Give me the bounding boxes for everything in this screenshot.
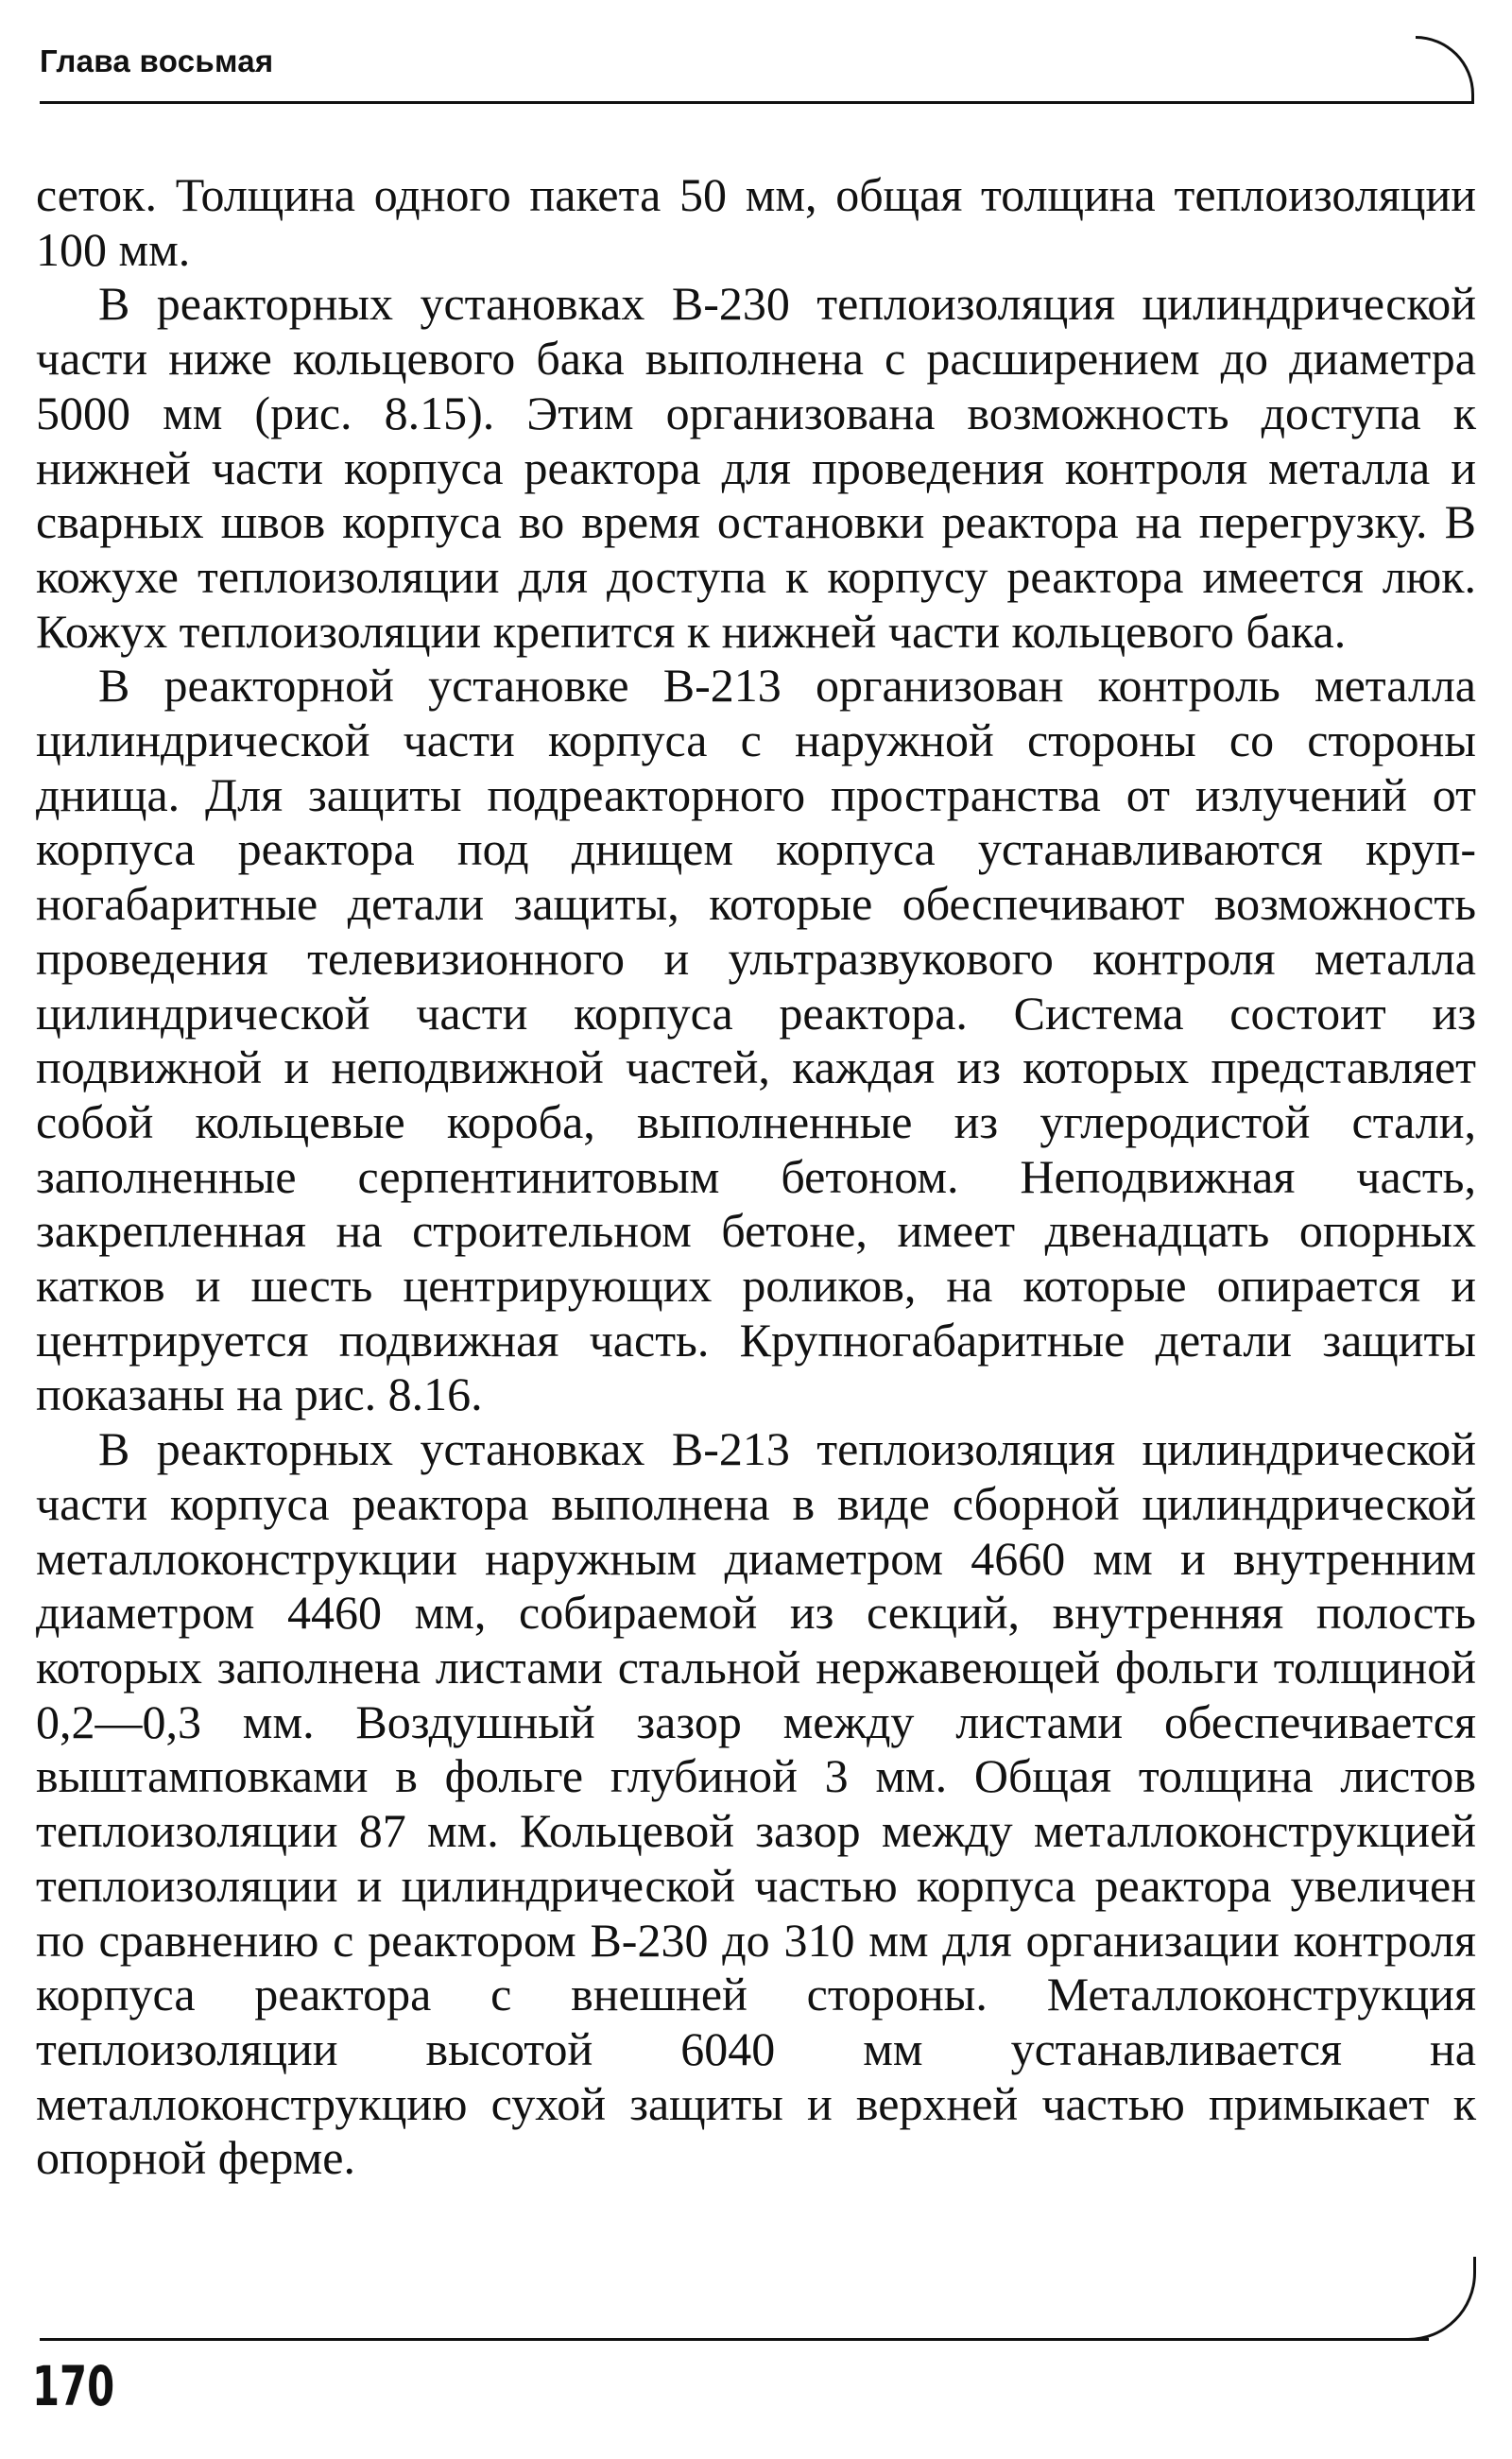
paragraph-v213-insulation: В реакторных установках В-213 теплоизоляция цилиндрической части корпуса реактора выполнена в виде сборной цилиндрической металлоконструкции наружным диаметром 4660 мм и внутренним диаметром 4460 мм, собираемой из секций, внутренняя полость которых заполнена листами стальной нержавеющей фольги толщиной 0,2—0,3 мм. Воздушный зазор между листами обеспечивается выштамповками в фольге глубиной 3 мм. Общая толщина листов теплоизоляции 87 мм. Кольцевой зазор между металлоконструкцией теплоизоляции и цилиндрической частью корпуса реактора увеличен по сравнению с реактором В-230 до 310 мм для организации контроля корпуса реактора с внешней стороны. Металлоконструкция теплоизоляции высотой 6040 мм устанавливается на металлоконструкцию сухой защиты и верхней частью примыкает к опорной ферме.: [36, 1422, 1476, 2185]
chapter-running-header: Глава восьмая: [40, 43, 274, 78]
body-text: [36, 168, 1476, 2186]
footer-corner-ornament: [1408, 2257, 1476, 2341]
page-number: 170: [32, 2354, 115, 2418]
paragraph-v230-insulation: В реакторных установках В-230 теплоизоляция цилиндрической части ниже кольцевого бака выполнена с расширением до диаметра 5000 мм (рис. 8.15). Этим организована возможность доступа к нижней части корпуса реактора для проведения контроля металла и сварных швов корпуса во время остановки реактора на перегрузку. В кожухе теплоизоляции для доступа к корпусу реактора имеется люк. Кожух теплоизоляции крепится к нижней части кольцевого бака.: [36, 277, 1476, 658]
header-rule: [40, 101, 1474, 104]
footer-rule: [40, 2338, 1429, 2341]
paragraph-continuation: сеток. Толщина одного пакета 50 мм, общая толщина теплоизоляции 100 мм.: [36, 168, 1476, 276]
paragraph-v213-inspection: В реакторной установке В-213 организован контроль металла цилиндрической части корпуса с наружной стороны со стороны днища. Для защиты подреакторного пространства от излучений от корпуса реактора под днищем корпуса устанавливаются крупногабаритные детали защиты, которые обеспечивают возможность проведения телевизионного и ультразвукового контроля металла цилиндрической части корпуса реактора. Система состоит из подвижной и неподвижной частей, каждая из которых представляет собой кольцевые короба, выполненные из углеродистой стали, заполненные серпентинитовым бетоном. Неподвижная часть, закрепленная на строительном бетоне, имеет двенадцать опорных катков и шесть центрирующих роликов, на которые опирается и центрируется подвижная часть. Крупногабаритные детали защиты показаны на рис. 8.16.: [36, 659, 1476, 1421]
header-corner-ornament: [1416, 36, 1474, 102]
